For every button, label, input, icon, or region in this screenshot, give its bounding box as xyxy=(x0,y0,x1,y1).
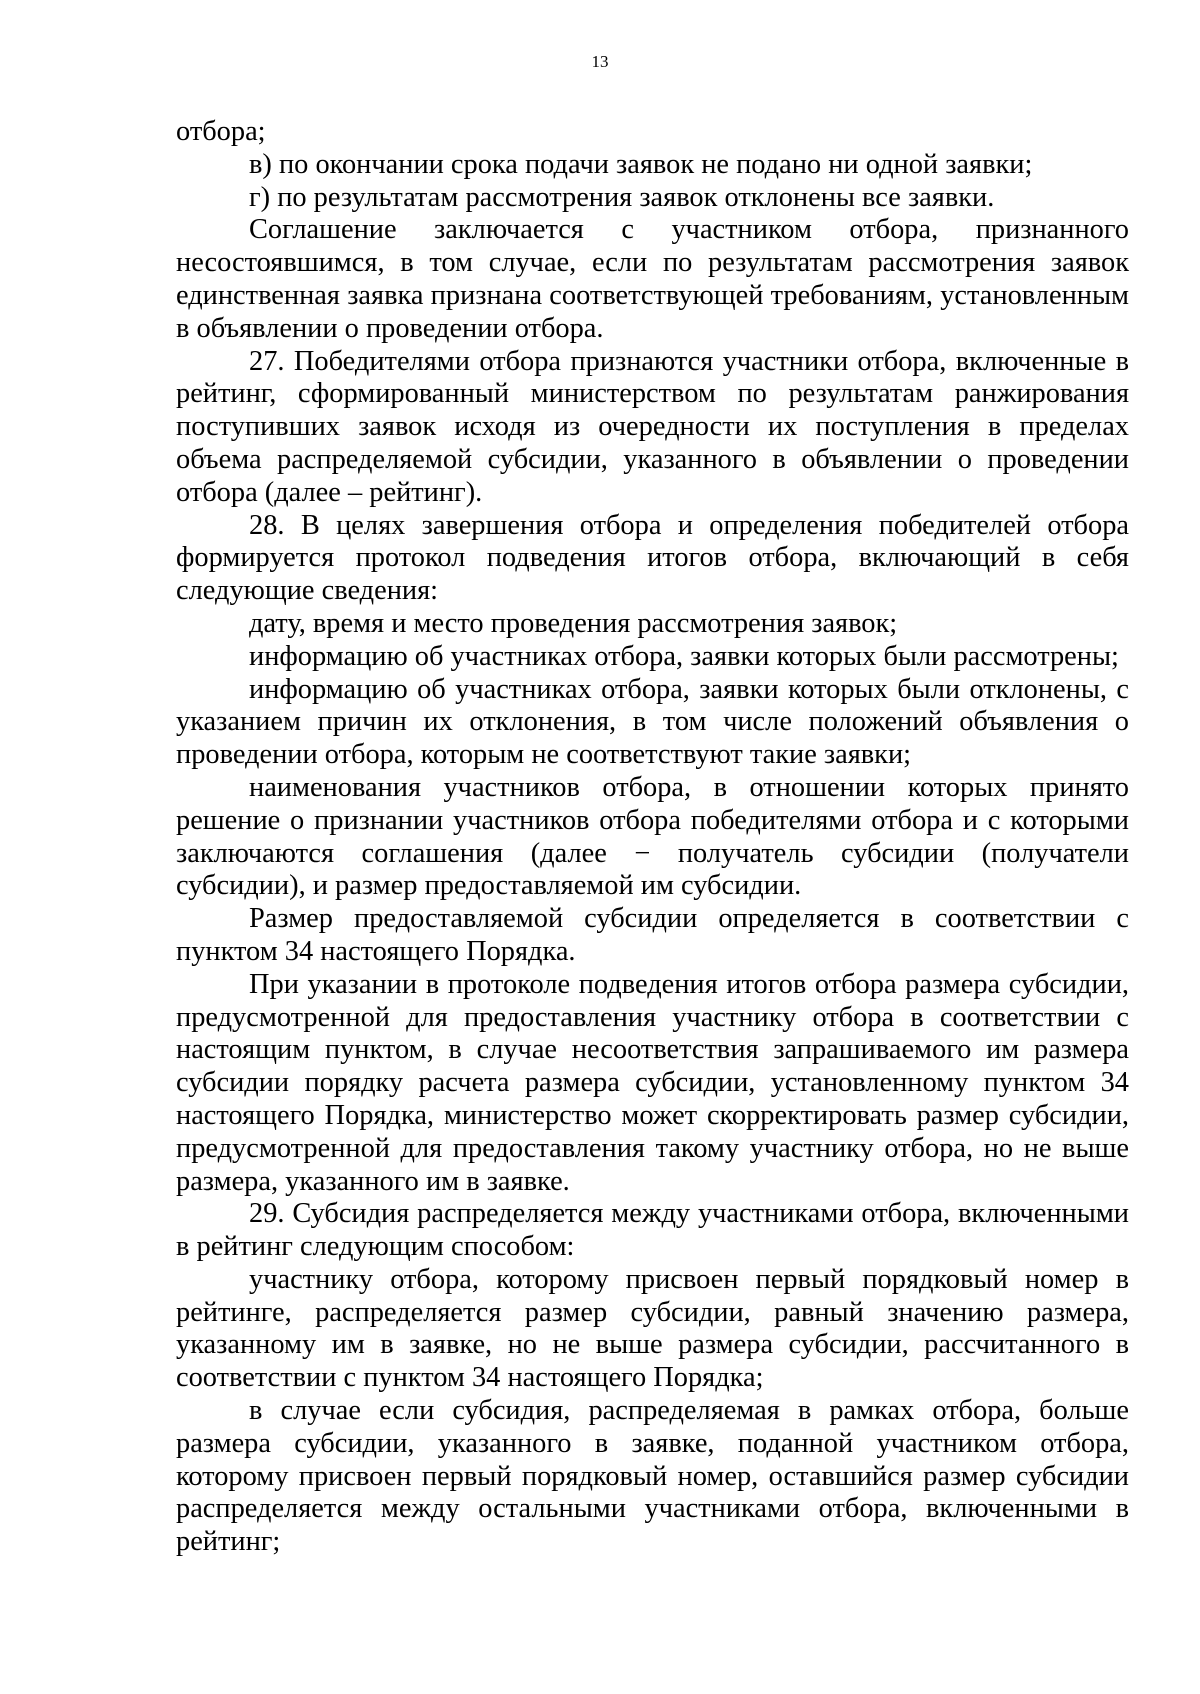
paragraph-clause-27: 27. Победителями отбора признаются участники отбора, включенные в рейтинг, сформированный министерством по результатам ранжирования поступивших заявок исходя из очередности их поступления в пределах объема распределяемой субсидии, указанного в объявлении о проведении отбора (далее – рейтинг). xyxy=(176,345,1129,508)
paragraph-clause-28: 28. В целях завершения отбора и определения победителей отбора формируется протокол подведения итогов отбора, включающий в себя следующие сведения: xyxy=(176,509,1129,607)
document-body xyxy=(176,116,1129,1559)
paragraph-item-g: г) по результатам рассмотрения заявок отклонены все заявки. xyxy=(249,181,995,213)
paragraph-item-v: в) по окончании срока подачи заявок не подано ни одной заявки; xyxy=(249,148,1033,180)
paragraph-remaining-subsidy: в случае если субсидия, распределяемая в рамках отбора, больше размера субсидии, указанного в заявке, поданной участником отбора, которому присвоен первый порядковый номер, оставшийся размер субсидии распределяется между остальными участниками отбора, включенными в рейтинг; xyxy=(176,1395,1129,1558)
paragraph-subsidy-size: Размер предоставляемой субсидии определяется в соответствии с пунктом 34 настоящего Порядка. xyxy=(176,903,1129,967)
paragraph-protocol-rejected: информацию об участниках отбора, заявки которых были отклонены, с указанием причин их отклонения, в том числе положений объявления о проведении отбора, которым не соответствуют такие заявки; xyxy=(176,673,1129,771)
paragraph-protocol-winners: наименования участников отбора, в отношении которых принято решение о признании участников отбора победителями отбора и с которыми заключаются соглашения (далее − получатель субсидии (получатели субсидии), и размер предоставляемой им субсидии. xyxy=(176,771,1129,902)
page-number: 13 xyxy=(591,52,609,71)
paragraph-protocol-date: дату, время и место проведения рассмотрения заявок; xyxy=(249,607,898,639)
paragraph-protocol-reviewed: информацию об участниках отбора, заявки которых были рассмотрены; xyxy=(249,640,1119,672)
paragraph-agreement: Соглашение заключается с участником отбора, признанного несостоявшимся, в том случае, если по результатам рассмотрения заявок единственная заявка признана соответствующей требованиям, установленным в объявлении о проведении отбора. xyxy=(176,214,1129,344)
paragraph-continuation: отбора; xyxy=(176,116,266,147)
paragraph-first-participant: участнику отбора, которому присвоен первый порядковый номер в рейтинге, распределяется размер субсидии, равный значению размера, указанному им в заявке, но не выше размера субсидии, рассчитанного в соответствии с пунктом 34 настоящего Порядка; xyxy=(176,1263,1129,1394)
paragraph-clause-29: 29. Субсидия распределяется между участниками отбора, включенными в рейтинг следующим способом: xyxy=(176,1198,1129,1263)
paragraph-subsidy-correction: При указании в протоколе подведения итогов отбора размера субсидии, предусмотренной для предоставления участнику отбора в соответствии с настоящим пунктом, в случае несоответствия запрашиваемого им размера субсидии порядку расчета размера субсидии, установленному пунктом 34 настоящего Порядка, министерство может скорректировать размер субсидии, предусмотренной для предоставления такому участнику отбора, но не выше размера, указанного им в заявке. xyxy=(176,968,1129,1197)
